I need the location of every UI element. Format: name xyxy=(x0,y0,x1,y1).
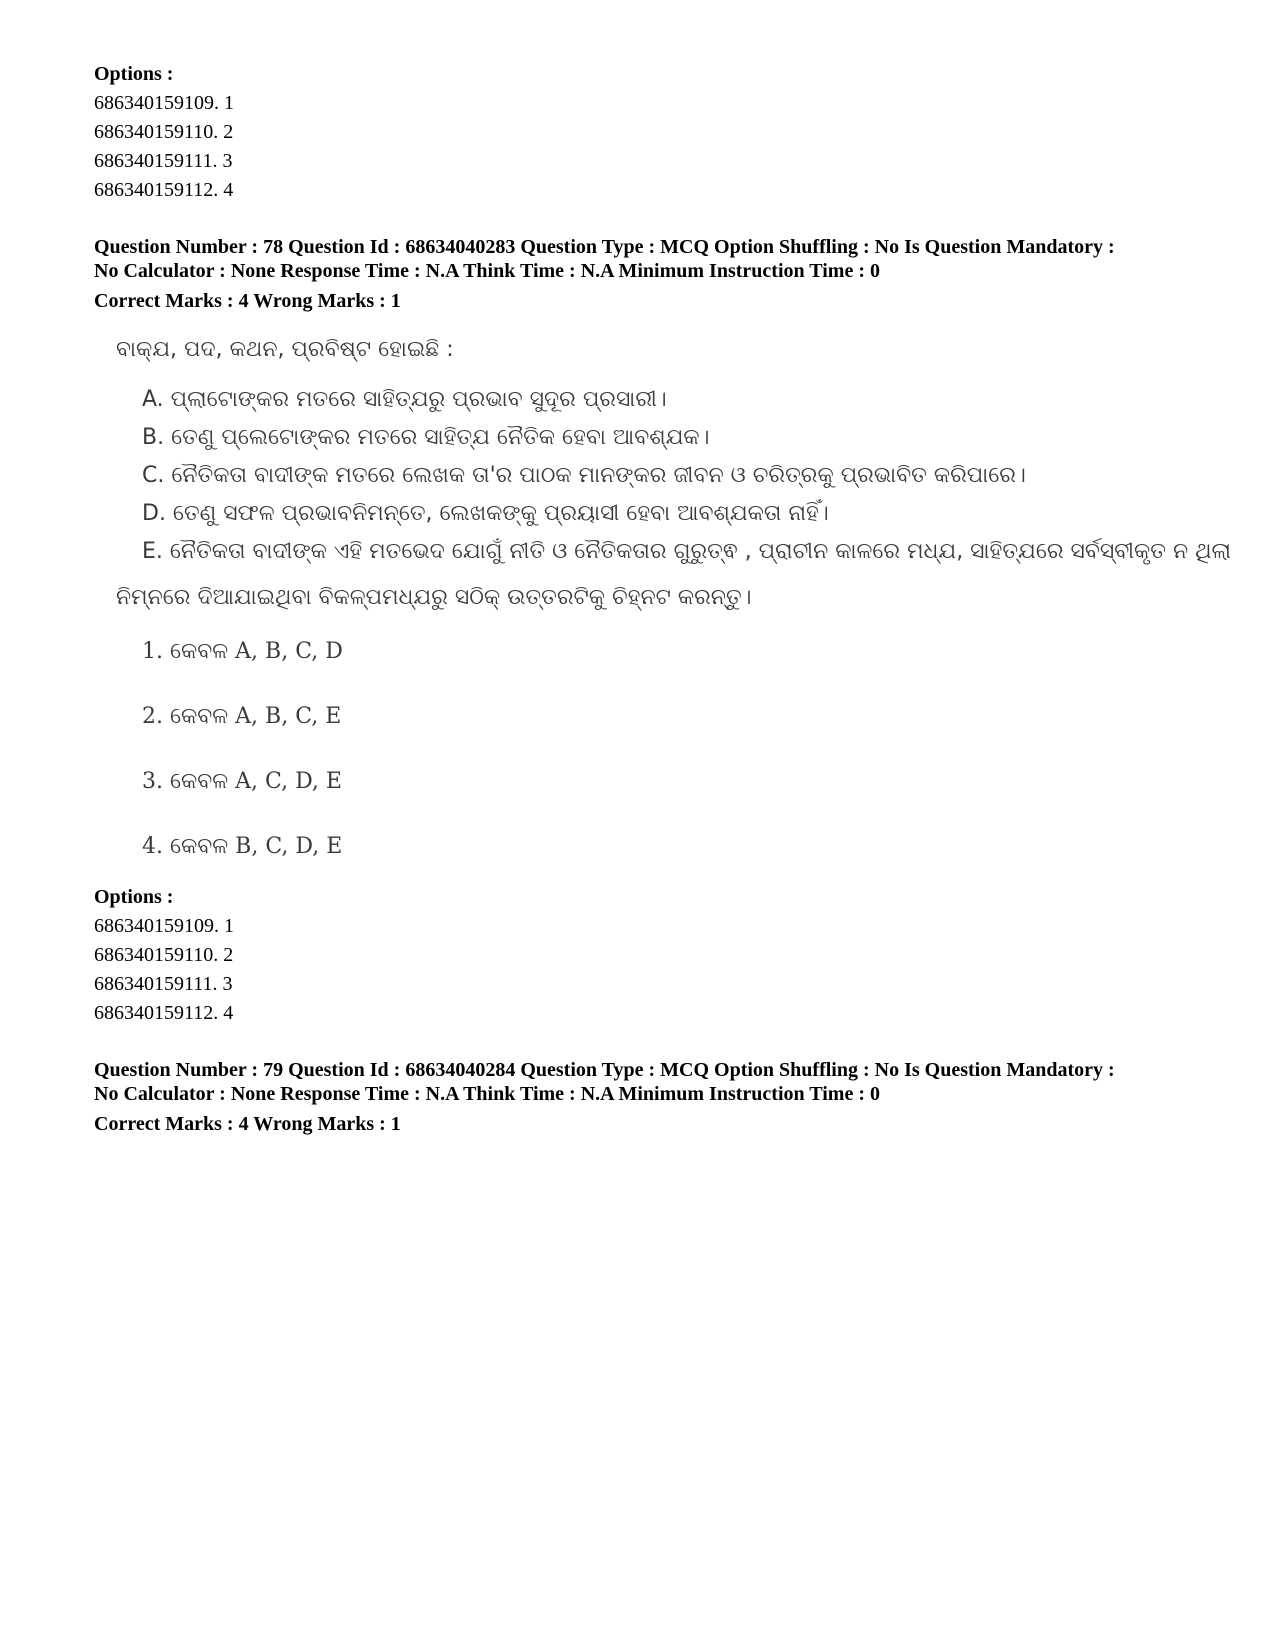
option-line: 686340159111. 3 xyxy=(94,973,233,995)
statement-e: E. ନୈତିକତା ବାଦୀଙ୍କ ଏହି ମତଭେଦ ଯୋଗୁଁ ନୀତି ଓ ନୈତିକତାର ଗୁରୁତ୍ଵ , ପ୍ରାଚୀନ କାଳରେ ମଧ୍ଯ, ସାହିତ୍ଯରେ ସର୍ବସ୍ବୀକୃତ ନ ଥିଲା xyxy=(142,539,1232,564)
answer-choice-3 xyxy=(142,768,1214,796)
question-meta-line2: No Calculator : None Response Time : N.A Think Time : N.A Minimum Instruction Time : 0 xyxy=(94,1083,880,1105)
option-line: 686340159111. 3 xyxy=(94,150,233,172)
answer-choice-2 xyxy=(142,703,1214,731)
answer-choice-4 xyxy=(142,833,1214,861)
question-meta-line1: Question Number : 79 Question Id : 68634040284 Question Type : MCQ Option Shuffling : No Is Question Mandatory : xyxy=(94,1059,1115,1081)
choice-word: କେବଳ xyxy=(170,639,229,664)
question-marks: Correct Marks : 4 Wrong Marks : 1 xyxy=(94,290,401,312)
choice-letters: A, C, D, E xyxy=(235,769,342,794)
choice-number: 4. xyxy=(142,834,163,859)
question-stem: ବାକ୍ଯ, ପଦ, କଥନ, ପ୍ରବିଷ୍ଟ ହୋଇଛି : xyxy=(116,337,454,362)
question-79 xyxy=(94,1058,1214,1139)
option-line: 686340159112. 4 xyxy=(94,1002,234,1024)
choice-letters: A, B, C, D xyxy=(235,639,343,664)
answer-choice-1 xyxy=(142,638,1214,666)
statement-c: C. ନୈତିକତା ବାଦୀଙ୍କ ମତରେ ଲେଖକ ତା'ର ପାଠକ ମାନଙ୍କର ଜୀବନ ଓ ଚରିତ୍ରକୁ ପ୍ରଭାବିତ କରିପାରେ। xyxy=(142,463,1026,488)
option-line: 686340159110. 2 xyxy=(94,944,234,966)
question-meta-line1: Question Number : 78 Question Id : 68634040283 Question Type : MCQ Option Shuffling : No Is Question Mandatory : xyxy=(94,236,1115,258)
choice-number: 3. xyxy=(142,769,163,794)
choice-letters: A, B, C, E xyxy=(235,704,342,729)
options-heading: Options : xyxy=(94,886,174,908)
choice-word: କେବଳ xyxy=(170,704,229,729)
statement-d: D. ତେଣୁ ସଫଳ ପ୍ରଭାବନିମନ୍ତେ, ଲେଖକଙ୍କୁ ପ୍ରୟାସୀ ହେବା ଆବଶ୍ଯକତା ନାହିଁ। xyxy=(142,501,829,526)
choice-letters: B, C, D, E xyxy=(235,834,343,859)
option-line: 686340159109. 1 xyxy=(94,915,234,937)
question-instruction: ନିମ୍ନରେ ଦିଆଯାଇଥିବା ବିକଳ୍ପମଧ୍ଯରୁ ସଠିକ୍ ଉତ୍ତରଟିକୁ ଚିହ୍ନଟ କରନ୍ତୁ। xyxy=(116,585,752,610)
option-line: 686340159110. 2 xyxy=(94,121,234,143)
statement-b: B. ତେଣୁ ପ୍ଲେଟୋଙ୍କର ମତରେ ସାହିତ୍ଯ ନୈତିକ ହେବା ଆବଶ୍ଯକ। xyxy=(142,425,710,450)
statement-a: A. ପ୍ଲାଟୋଙ୍କର ମତରେ ସାହିତ୍ଯରୁ ପ୍ରଭାବ ସୁଦୂର ପ୍ରସାରୀ। xyxy=(142,387,667,412)
question-body xyxy=(116,336,1232,861)
question-meta-line2: No Calculator : None Response Time : N.A Think Time : N.A Minimum Instruction Time : 0 xyxy=(94,260,880,282)
option-line: 686340159109. 1 xyxy=(94,92,234,114)
document-page xyxy=(94,60,1232,1139)
question-options-block xyxy=(94,883,1214,1028)
question-78 xyxy=(94,235,1232,1028)
choice-word: କେବଳ xyxy=(170,769,229,794)
choice-word: କେବଳ xyxy=(170,834,229,859)
choice-number: 2. xyxy=(142,704,163,729)
options-heading: Options : xyxy=(94,63,174,85)
option-line: 686340159112. 4 xyxy=(94,179,234,201)
prev-options-block xyxy=(94,60,1214,205)
choice-number: 1. xyxy=(142,639,163,664)
question-marks: Correct Marks : 4 Wrong Marks : 1 xyxy=(94,1113,401,1135)
